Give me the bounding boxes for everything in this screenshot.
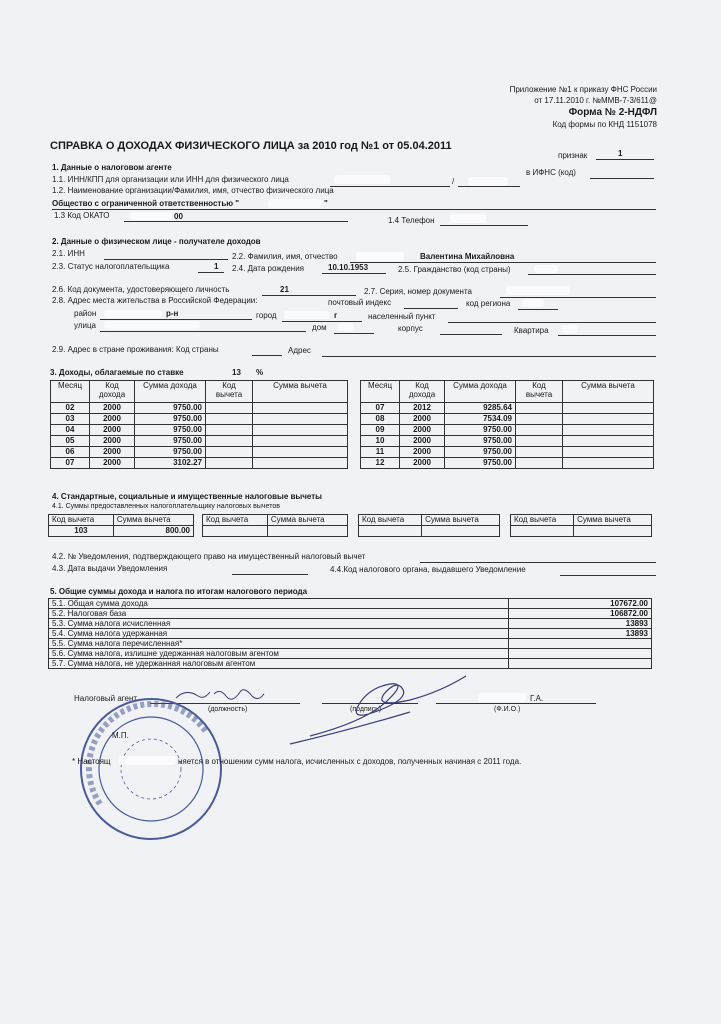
col-deduction-sum: Сумма вычета: [253, 381, 348, 403]
org-name-label: 1.2. Наименование организации/Фамилия, имя, отчество физического лица: [52, 186, 334, 195]
doc-code-underline: [262, 295, 356, 296]
deduction-amount-cell: [253, 425, 348, 436]
totals-value: 13893: [509, 629, 652, 639]
deduction-code-cell: [206, 403, 253, 414]
totals-label: 5.7. Сумма налога, не удержанная налоговым агентом: [49, 659, 509, 669]
income-code-cell: 2012: [400, 403, 445, 414]
totals-value: [509, 659, 652, 669]
income-amount-cell: 9285.64: [445, 403, 516, 414]
footnote-end: няется в отношении сумм налога, исчисленных с доходов, полученных начиная с 2011 года.: [178, 757, 522, 766]
redacted-phone: [450, 214, 486, 223]
totals-value: [509, 639, 652, 649]
notice-org-label: 4.4.Код налогового органа, выдавшего Уведомление: [330, 565, 526, 574]
totals-row: [49, 619, 652, 629]
col-month: Месяц: [361, 381, 400, 403]
abroad-address-underline: [322, 356, 656, 357]
income-amount-cell: 9750.00: [445, 458, 516, 469]
deduction-code-header: Код вычета: [203, 515, 268, 526]
settlement-label: населенный пункт: [368, 312, 436, 321]
deduction-code-cell: [516, 447, 563, 458]
phone-label: 1.4 Телефон: [388, 216, 435, 225]
district-underline: [100, 319, 252, 320]
income-row: [51, 447, 348, 458]
city-underline: [282, 321, 362, 322]
totals-label: 5.2. Налоговая база: [49, 609, 509, 619]
rate-value: 13: [232, 368, 241, 377]
settlement-underline: [448, 322, 656, 323]
deduction-amount-cell: [563, 458, 654, 469]
income-amount-cell: 9750.00: [135, 436, 206, 447]
annex-line: Приложение №1 к приказу ФНС России: [509, 85, 657, 94]
totals-label: 5.3. Сумма налога исчисленная: [49, 619, 509, 629]
sign-caption: (подпись): [350, 706, 382, 713]
income-amount-cell: 9750.00: [135, 414, 206, 425]
redacted-house: [338, 323, 354, 331]
deduction-amount-cell: [563, 436, 654, 447]
redacted-street: [104, 321, 200, 329]
footnote-start: * Настоящ: [72, 757, 111, 766]
section5-heading: 5. Общие суммы дохода и налога по итогам налогового периода: [50, 587, 308, 596]
deduction-table-1: [48, 514, 194, 537]
district-label: район: [74, 309, 97, 318]
deduction-amount-cell: [563, 403, 654, 414]
redacted-district: [104, 310, 162, 318]
deduction-code-cell: [516, 436, 563, 447]
col-month: Месяц: [51, 381, 90, 403]
income-table-left: [50, 380, 348, 469]
building-label: корпус: [398, 324, 423, 333]
doc-code-label: 2.6. Код документа, удостоверяющего личность: [52, 285, 230, 294]
deduction-table-3: [358, 514, 500, 537]
ifns-label: в ИФНС (код): [526, 168, 576, 177]
deduction-code-cell: [516, 425, 563, 436]
knd-code: Код формы по КНД 1151078: [552, 120, 657, 129]
income-code-cell: 2000: [400, 414, 445, 425]
org-underline: [52, 209, 656, 210]
redacted-fio: [478, 693, 526, 702]
redacted-surname: [356, 252, 404, 261]
deduction-amount-cell: [253, 458, 348, 469]
deduction-sum-header: Сумма вычета: [267, 515, 347, 526]
agent-inn-label: 1.1. ИНН/КПП для организации или ИНН для физического лица: [52, 175, 289, 184]
month-cell: 11: [361, 447, 400, 458]
section3-heading: 3. Доходы, облагаемые по ставке: [50, 368, 184, 377]
postal-underline: [404, 308, 458, 309]
income-amount-cell: 9750.00: [135, 403, 206, 414]
income-row: [51, 425, 348, 436]
col-deduction-code: Код вычета: [516, 381, 563, 403]
slash: /: [452, 177, 455, 186]
birth-value: 10.10.1953: [328, 263, 369, 272]
org-name-tail: ": [324, 199, 328, 208]
notice-org-underline: [560, 575, 656, 576]
company-seal: [76, 694, 226, 844]
income-row: [51, 403, 348, 414]
priznak-value: 1: [618, 149, 623, 158]
section1-heading: 1. Данные о налоговом агенте: [52, 163, 172, 172]
totals-row: [49, 629, 652, 639]
notice-date-label: 4.3. Дата выдачи Уведомления: [52, 564, 168, 573]
income-code-cell: 2000: [90, 425, 135, 436]
totals-label: 5.6. Сумма налога, излишне удержанная налоговым агентом: [49, 649, 509, 659]
ifns-underline: [590, 178, 654, 179]
redacted-citizen: [534, 265, 558, 273]
totals-row: [49, 599, 652, 609]
flat-underline: [558, 335, 656, 336]
month-cell: 05: [51, 436, 90, 447]
income-row: [361, 447, 654, 458]
deduction-sum-header: Сумма вычета: [113, 515, 193, 526]
status-value: 1: [214, 262, 219, 271]
income-code-cell: 2000: [90, 436, 135, 447]
house-label: дом: [312, 323, 327, 332]
income-amount-cell: 9750.00: [445, 425, 516, 436]
abroad-address-label: Адрес: [288, 346, 311, 355]
month-cell: 06: [51, 447, 90, 458]
deduction-amount-cell: [563, 414, 654, 425]
month-cell: 04: [51, 425, 90, 436]
priznak-label: признак: [558, 151, 588, 160]
fio-label: 2.2. Фамилия, имя, отчество: [232, 252, 338, 261]
income-table-right: [360, 380, 654, 469]
deduction-code-cell: [206, 447, 253, 458]
mp-label: М.П.: [112, 731, 129, 740]
deduction-amount-cell: [563, 425, 654, 436]
income-amount-cell: 9750.00: [445, 436, 516, 447]
region-underline: [518, 309, 558, 310]
redacted-inn: [334, 175, 390, 184]
okato-label: 1.3 Код ОКАТО: [54, 211, 110, 220]
citizen-label: 2.5. Гражданство (код страны): [398, 265, 511, 274]
month-cell: 08: [361, 414, 400, 425]
totals-row: [49, 609, 652, 619]
col-income-sum: Сумма дохода: [445, 381, 516, 403]
form-name: Форма № 2-НДФЛ: [568, 107, 657, 118]
notice-underline: [420, 562, 656, 563]
agent-kpp-underline: [458, 186, 520, 187]
totals-label: 5.4. Сумма налога удержанная: [49, 629, 509, 639]
totals-value: [509, 649, 652, 659]
city-label: город: [256, 311, 277, 320]
doc-code-value: 21: [280, 285, 289, 294]
street-underline: [100, 331, 306, 332]
org-name: Общество с ограниченной ответственностью ": [52, 199, 240, 208]
deduction-code-cell: [516, 403, 563, 414]
person-inn-label: 2.1. ИНН: [52, 249, 85, 258]
deduction-empty: [359, 526, 422, 537]
postal-label: почтовый индекс: [328, 298, 392, 307]
income-row: [361, 414, 654, 425]
income-row: [51, 436, 348, 447]
redacted-region: [522, 299, 544, 307]
rate-unit: %: [256, 368, 264, 377]
doc-series-label: 2.7. Серия, номер документа: [364, 287, 472, 296]
person-inn-underline: [104, 259, 228, 260]
street-label: улица: [74, 321, 96, 330]
doc-series-underline: [500, 297, 656, 298]
month-cell: 07: [361, 403, 400, 414]
income-amount-cell: 9750.00: [445, 447, 516, 458]
month-cell: 03: [51, 414, 90, 425]
fio-caption: (Ф.И.О.): [494, 706, 521, 713]
deduction-code-cell: [516, 458, 563, 469]
deduction-empty: [422, 526, 500, 537]
income-amount-cell: 7534.09: [445, 414, 516, 425]
deduction-sum-header: Сумма вычета: [422, 515, 500, 526]
income-amount-cell: 9750.00: [135, 447, 206, 458]
deduction-amount-cell: [253, 414, 348, 425]
redacted-okato: [130, 212, 172, 220]
deduction-amount-cell: [253, 403, 348, 414]
deduction-table-4: [510, 514, 652, 537]
agent-label: Налоговый агент: [74, 694, 138, 703]
income-code-cell: 2000: [90, 447, 135, 458]
agent-inn-underline: [330, 186, 450, 187]
priznak-underline: [596, 159, 654, 160]
deduction-amount-cell: [253, 436, 348, 447]
deduction-amount-cell: [253, 447, 348, 458]
income-row: [361, 436, 654, 447]
totals-table: [48, 598, 652, 669]
deduction-code-header: Код вычета: [359, 515, 422, 526]
month-cell: 10: [361, 436, 400, 447]
month-cell: 12: [361, 458, 400, 469]
document-title: СПРАВКА О ДОХОДАХ ФИЗИЧЕСКОГО ЛИЦА за 2010 год №1 от 05.04.2011: [50, 140, 452, 152]
income-row: [51, 414, 348, 425]
income-code-cell: 2000: [90, 414, 135, 425]
flat-label: Квартира: [514, 326, 549, 335]
deduction-sum-header: Сумма вычета: [574, 515, 652, 526]
deduction-code-cell: [206, 436, 253, 447]
totals-value: 106872.00: [509, 609, 652, 619]
district-suffix: р-н: [166, 309, 179, 318]
address-label: 2.8. Адрес места жительства в Российской Федерации:: [52, 296, 258, 305]
deduction-code-cell: [206, 425, 253, 436]
building-underline: [440, 334, 502, 335]
income-amount-cell: 3102.27: [135, 458, 206, 469]
redacted-kpp: [468, 177, 508, 186]
col-deduction-code: Код вычета: [206, 381, 253, 403]
income-row: [361, 403, 654, 414]
deduction-sum: 800.00: [113, 526, 193, 537]
deduction-empty: [203, 526, 268, 537]
deduction-empty: [574, 526, 652, 537]
income-row: [361, 458, 654, 469]
totals-row: [49, 659, 652, 669]
seal-text-ring: [89, 704, 206, 804]
house-underline: [334, 333, 374, 334]
col-income-sum: Сумма дохода: [135, 381, 206, 403]
birth-label: 2.4. Дата рождения: [232, 264, 304, 273]
city-suffix: г: [334, 311, 338, 320]
totals-label: 5.5. Сумма налога перечисленная*: [49, 639, 509, 649]
deduction-code-cell: [206, 458, 253, 469]
income-amount-cell: 9750.00: [135, 425, 206, 436]
section4-sub: 4.1. Суммы предоставленных налогоплательщику налоговых вычетов: [52, 503, 280, 510]
status-underline: [198, 272, 224, 273]
deduction-code-cell: [206, 414, 253, 425]
abroad-code-underline: [252, 355, 282, 356]
deduction-code-cell: [516, 414, 563, 425]
abroad-label: 2.9. Адрес в стране проживания: Код страны: [52, 345, 219, 354]
deduction-code-header: Код вычета: [49, 515, 114, 526]
deduction-empty: [267, 526, 347, 537]
totals-value: 13893: [509, 619, 652, 629]
citizen-underline: [528, 274, 656, 275]
redacted-flat: [562, 325, 578, 333]
totals-row: [49, 649, 652, 659]
birth-underline: [322, 273, 386, 274]
col-income-code: Код дохода: [400, 381, 445, 403]
deduction-code-header: Код вычета: [511, 515, 574, 526]
redacted-city: [284, 311, 330, 319]
fio-underline: [350, 262, 656, 263]
okato-value: 00: [174, 212, 183, 221]
totals-row: [49, 639, 652, 649]
totals-value: 107672.00: [509, 599, 652, 609]
income-code-cell: 2000: [400, 458, 445, 469]
income-code-cell: 2000: [400, 425, 445, 436]
deduction-amount-cell: [563, 447, 654, 458]
income-code-cell: 2000: [90, 458, 135, 469]
phone-underline: [440, 225, 528, 226]
deduction-table-2: [202, 514, 348, 537]
deduction-empty: [511, 526, 574, 537]
fio-value: Валентина Михайловна: [420, 252, 515, 261]
status-label: 2.3. Статус налогоплательщика: [52, 262, 170, 271]
section4-heading: 4. Стандартные, социальные и имущественные налоговые вычеты: [52, 492, 322, 501]
redacted-doc-series: [506, 286, 570, 295]
income-code-cell: 2000: [400, 447, 445, 458]
signature-stroke: [290, 676, 466, 744]
col-deduction-sum: Сумма вычета: [563, 381, 654, 403]
annex-date-line: от 17.11.2010 г. №ММВ-7-3/611@: [534, 96, 657, 105]
redacted-org: [268, 199, 322, 208]
notice-label: 4.2. № Уведомления, подтверждающего право на имущественный налоговый вычет: [52, 552, 366, 561]
notice-date-underline: [232, 574, 308, 575]
month-cell: 02: [51, 403, 90, 414]
totals-label: 5.1. Общая сумма дохода: [49, 599, 509, 609]
month-cell: 07: [51, 458, 90, 469]
okato-underline: [124, 221, 348, 222]
income-row: [51, 458, 348, 469]
month-cell: 09: [361, 425, 400, 436]
seal-center-ring: [121, 739, 181, 799]
income-code-cell: 2000: [90, 403, 135, 414]
section2-heading: 2. Данные о физическом лице - получателе доходов: [52, 237, 261, 246]
deduction-code: 103: [49, 526, 114, 537]
income-row: [361, 425, 654, 436]
position-caption: (должность): [208, 706, 248, 713]
col-income-code: Код дохода: [90, 381, 135, 403]
redacted-footnote: [118, 756, 176, 765]
seal-outer-ring: [81, 699, 221, 839]
income-code-cell: 2000: [400, 436, 445, 447]
fio-initials: Г.А.: [530, 694, 544, 703]
region-label: код региона: [466, 299, 511, 308]
